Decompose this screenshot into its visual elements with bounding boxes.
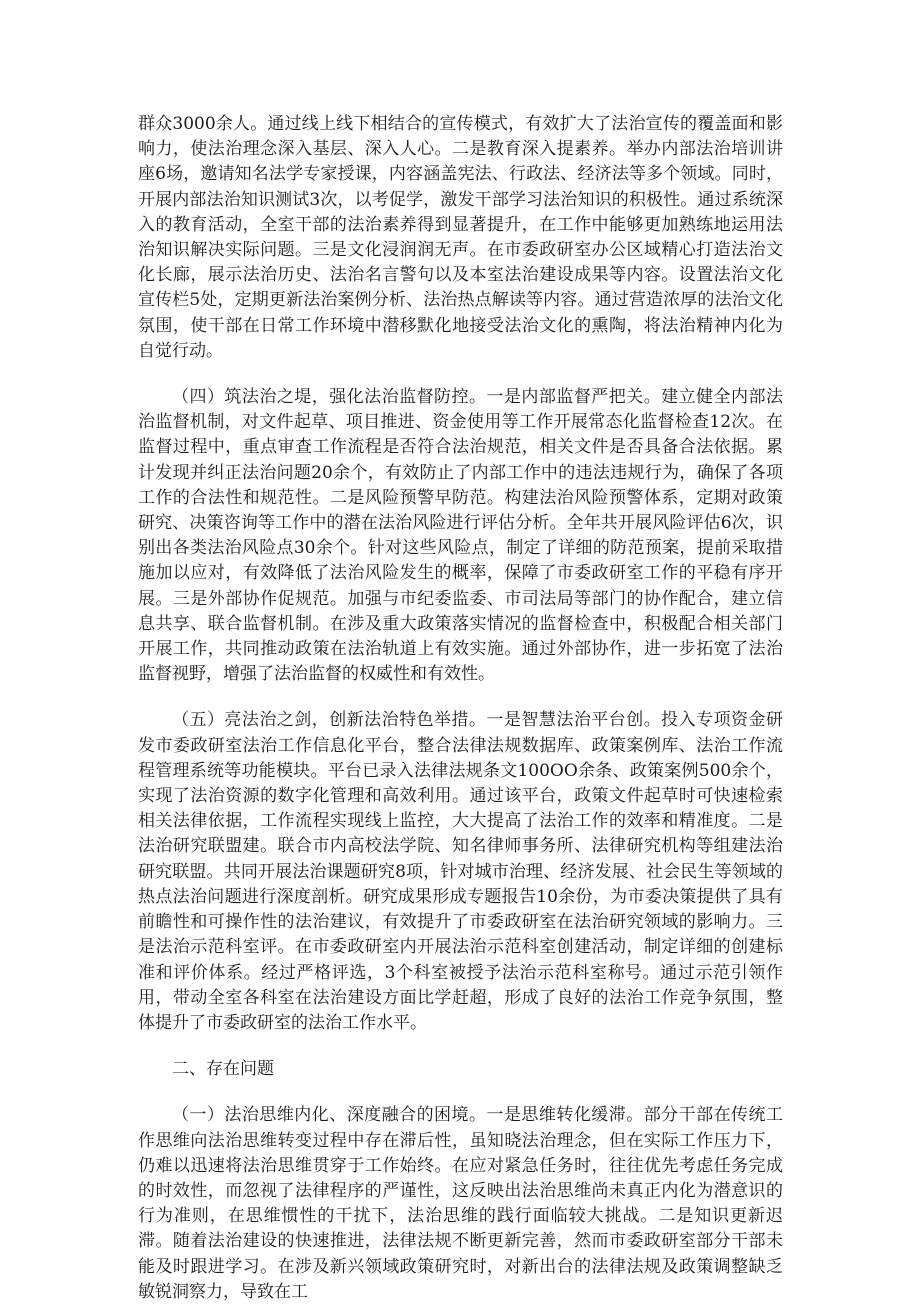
document-page	[138, 112, 783, 1305]
paragraph-4: （一）法治思维内化、深度融合的困境。一是思维转化缓滞。部分干部在传统工作思维向法治思维转变过程中存在滞后性，虽知晓法治理念，但在实际工作压力下，仍难以迅速将法治思维贯穿于工作始终。在应对紧急任务时，往往优先考虑任务完成的时效性，而忽视了法律程序的严谨性，这反映出法治思维尚未真正内化为潜意识的行为准则，在思维惯性的干扰下，法治思维的践行面临较大挑战。二是知识更新迟滞。随着法治建设的快速推进，法律法规不断更新完善，然而市委政研室部分干部未能及时跟进学习。在涉及新兴领域政策研究时，对新出台的法律法规及政策调整缺乏敏锐洞察力，导致在工	[138, 1105, 783, 1302]
section-heading: 二、存在问题	[172, 1059, 274, 1080]
paragraph-1: 群众3000余人。通过线上线下相结合的宣传模式，有效扩大了法治宣传的覆盖面和影响力，使法治理念深入基层、深入人心。二是教育深入提素养。举办内部法治培训讲座6场，邀请知名法学专家授课，内容涵盖宪法、行政法、经济法等多个领域。同时，开展内部法治知识测试3次，以考促学，激发干部学习法治知识的积极性。通过系统深入的教育活动，全室干部的法治素养得到显著提升，在工作中能够更加熟练地运用法治知识解决实际问题。三是文化浸润润无声。在市委政研室办公区域精心打造法治文化长廊，展示法治历史、法治名言警句以及本室法治建设成果等内容。设置法治文化宣传栏5处，定期更新法治案例分析、法治热点解读等内容。通过营造浓厚的法治文化氛围，使干部在日常工作环境中潜移默化地接受法治文化的熏陶，将法治精神内化为自觉行动。	[138, 114, 783, 361]
paragraph-2: （四）筑法治之堤，强化法治监督防控。一是内部监督严把关。建立健全内部法治监督机制，对文件起草、项目推进、资金使用等工作开展常态化监督检查12次。在监督过程中，重点审查工作流程是否符合法治规范，相关文件是否具备合法依据。累计发现并纠正法治问题20余个，有效防止了内部工作中的违法违规行为，确保了各项工作的合法性和规范性。二是风险预警早防范。构建法治风险预警体系，定期对政策研究、决策咨询等工作中的潜在法治风险进行评估分析。全年共开展风险评估6次，识别出各类法治风险点30余个。针对这些风险点，制定了详细的防范预案，提前采取措施加以应对，有效降低了法治风险发生的概率，保障了市委政研室工作的平稳有序开展。三是外部协作促规范。加强与市纪委监委、市司法局等部门的协作配合，建立信息共享、联合监督机制。在涉及重大政策落实情况的监督检查中，积极配合相关部门开展工作，共同推动政策在法治轨道上有效实施。通过外部协作，进一步拓宽了法治监督视野，增强了法治监督的权威性和有效性。	[138, 387, 783, 685]
paragraph-3: （五）亮法治之剑，创新法治特色举措。一是智慧法治平台创。投入专项资金研发市委政研室法治工作信息化平台，整合法律法规数据库、政策案例库、法治工作流程管理系统等功能模块。平台已录入法律法规条文100OO余条、政策案例500余个，实现了法治资源的数字化管理和高效利用。通过该平台，政策文件起草时可快速检索相关法律依据，工作流程实现线上监控，大大提高了法治工作的效率和精准度。二是法治研究联盟建。联合市内高校法学院、知名律师事务所、法律研究机构等组建法治研究联盟。共同开展法治课题研究8项，针对城市治理、经济发展、社会民生等领域的热点法治问题进行深度剖析。研究成果形成专题报告10余份，为市委决策提供了具有前瞻性和可操作性的法治建议，有效提升了市委政研室在法治研究领域的影响力。三是法治示范科室评。在市委政研室内开展法治示范科室创建活动，制定详细的创建标准和评价体系。经过严格评选，3个科室被授予法治示范科室称号。通过示范引领作用，带动全室各科室在法治建设方面比学赶超，形成了良好的法治工作竞争氛围，整体提升了市委政研室的法治工作水平。	[138, 710, 783, 1033]
